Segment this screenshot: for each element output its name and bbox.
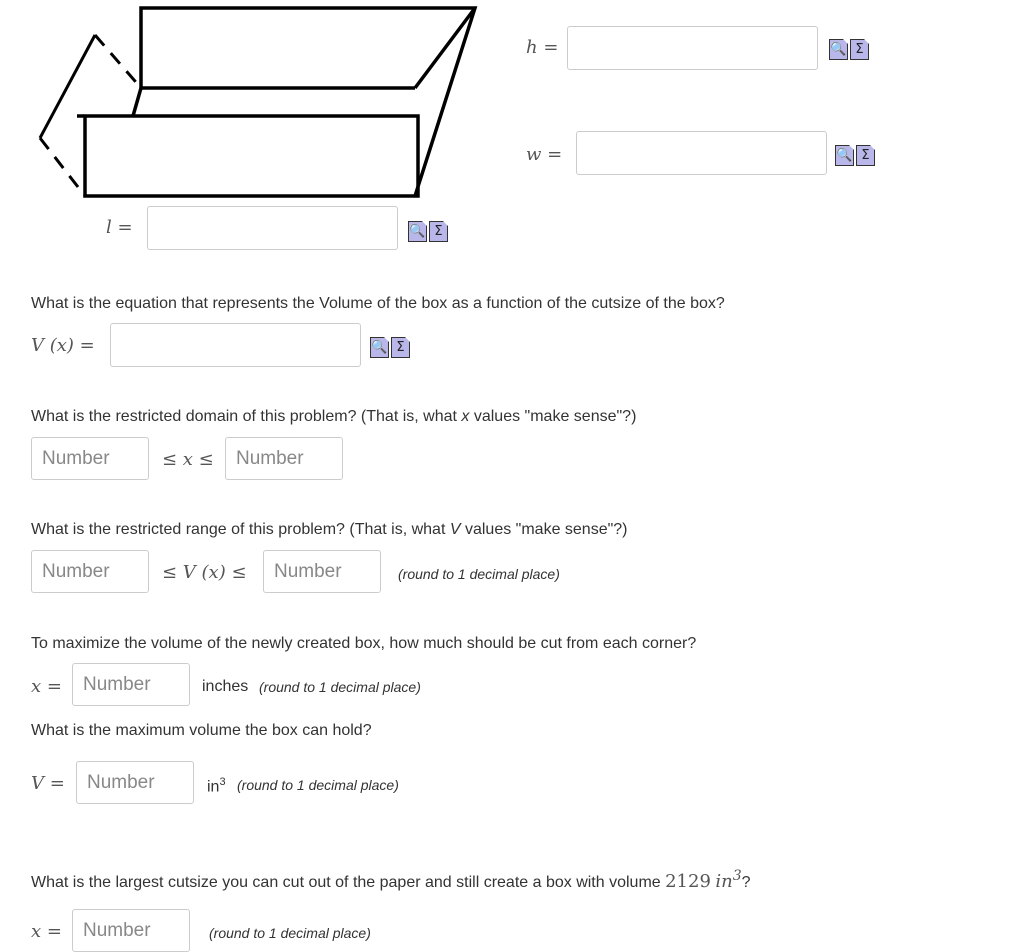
h-tools	[829, 39, 869, 60]
range-inequality: ≤ V (x) ≤	[162, 562, 247, 583]
max-volume-label: V =	[31, 773, 65, 794]
w-label: w =	[526, 144, 563, 165]
box-diagram	[30, 0, 490, 205]
preview-icon[interactable]: 🔍	[829, 39, 848, 60]
domain-inequality: ≤ x ≤	[162, 449, 214, 470]
h-label: h =	[526, 37, 559, 58]
inches-unit: inches	[202, 678, 249, 695]
preview-icon[interactable]: 🔍	[408, 221, 427, 242]
largest-label: x =	[31, 921, 62, 942]
sigma-icon[interactable]: Σ	[391, 337, 410, 358]
w-tools	[835, 145, 875, 166]
max-volume-round-note: (round to 1 decimal place)	[237, 777, 399, 793]
domain-question: What is the restricted domain of this problem? (That is, what x values "make sense"?)	[31, 408, 637, 425]
range-round-note: (round to 1 decimal place)	[398, 566, 560, 582]
preview-icon[interactable]: 🔍	[835, 145, 854, 166]
sigma-icon[interactable]: Σ	[429, 221, 448, 242]
range-min-input[interactable]: Number	[31, 550, 149, 593]
max-volume-question: What is the maximum volume the box can hold?	[31, 722, 372, 739]
w-input[interactable]	[576, 131, 827, 175]
domain-var: x	[461, 408, 470, 425]
volume-label: V (x) =	[31, 335, 95, 356]
l-input[interactable]	[147, 206, 398, 250]
domain-max-input[interactable]: Number	[225, 437, 343, 480]
largest-input[interactable]: Number	[72, 909, 190, 952]
largest-question: What is the largest cutsize you can cut out of the paper and still create a box with volume 2129 $in^3$?	[31, 868, 751, 892]
l-tools	[408, 221, 448, 242]
max-volume-input[interactable]: Number	[76, 761, 194, 804]
maximize-label: x =	[31, 676, 62, 697]
range-question: What is the restricted range of this problem? (That is, what V values "make sense"?)	[31, 521, 628, 538]
range-var: V	[449, 521, 461, 538]
largest-round-note: (round to 1 decimal place)	[209, 925, 371, 941]
range-max-input[interactable]: Number	[263, 550, 381, 593]
volume-question: What is the equation that represents the Volume of the box as a function of the cutsize of the box?	[31, 295, 725, 312]
maximize-input[interactable]: Number	[72, 663, 190, 706]
l-label: l =	[106, 217, 133, 238]
cubic-inch-unit: $in^3$	[207, 776, 226, 796]
domain-min-input[interactable]: Number	[31, 437, 149, 480]
volume-value: 2129	[665, 871, 711, 892]
maximize-round-note: (round to 1 decimal place)	[259, 679, 421, 695]
sigma-icon[interactable]: Σ	[850, 39, 869, 60]
volume-tools	[370, 337, 410, 358]
volume-input[interactable]	[110, 323, 361, 367]
preview-icon[interactable]: 🔍	[370, 337, 389, 358]
sigma-icon[interactable]: Σ	[856, 145, 875, 166]
h-input[interactable]	[567, 26, 818, 70]
volume-unit: $in^3$	[715, 868, 742, 892]
maximize-question: To maximize the volume of the newly created box, how much should be cut from each corner?	[31, 635, 697, 652]
